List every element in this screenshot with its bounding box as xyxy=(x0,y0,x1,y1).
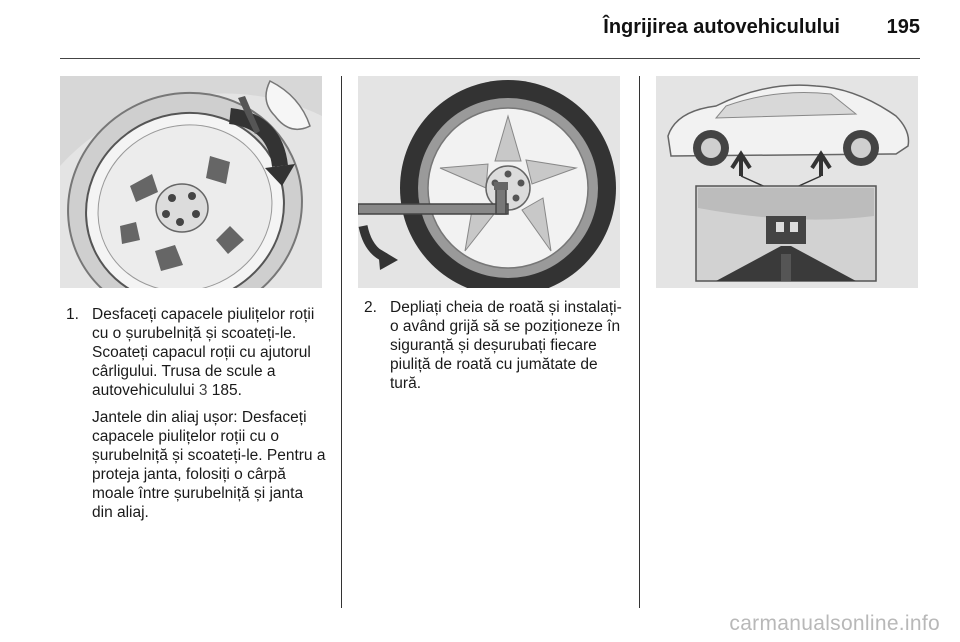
header-rule xyxy=(60,58,920,59)
step-1-paragraph-2: Jantele din aliaj ușor: Desfaceți capacele piulițelor roții cu o șurubelniță și scoateți-le. Pentru a proteja janta, folosiți o cârpă moale între șurubelniță și janta din aliaj. xyxy=(92,409,326,521)
step-1-paragraph-1 xyxy=(92,305,328,400)
column-divider-2 xyxy=(639,76,640,608)
page-reference-symbol: 3 xyxy=(198,382,208,399)
figure-wheel-cover-removal xyxy=(60,76,322,288)
step-2-paragraph-1: Depliați cheia de roată și instalați-o având grijă să se poziționeze în siguranță și deșurubați fiecare piuliță de roată cu jumătate de tură. xyxy=(390,299,622,392)
step-2 xyxy=(364,298,626,401)
step-1 xyxy=(66,305,328,530)
watermark: carmanualsonline.info xyxy=(729,612,940,635)
page-reference-link[interactable]: 185. xyxy=(211,382,242,399)
step-2-number: 2. xyxy=(364,299,377,316)
column-divider-1 xyxy=(341,76,342,608)
page-header-title: Îngrijirea autovehiculului xyxy=(603,16,840,38)
step-1-number: 1. xyxy=(66,306,79,323)
figure-wheel-wrench xyxy=(358,76,620,288)
figure-car-jack-points xyxy=(656,76,918,288)
step-1-text: Desfaceți capacele piulițelor roții cu o șurubelniță și scoateți-le. Scoateți capacul roții cu ajutorul cârligului. Trusa de scule a autovehiculului xyxy=(92,306,315,399)
page-number: 195 xyxy=(886,16,920,38)
wheel-cover-illustration xyxy=(60,76,322,288)
wheel-wrench-illustration xyxy=(358,76,620,288)
car-jack-illustration xyxy=(656,76,918,288)
